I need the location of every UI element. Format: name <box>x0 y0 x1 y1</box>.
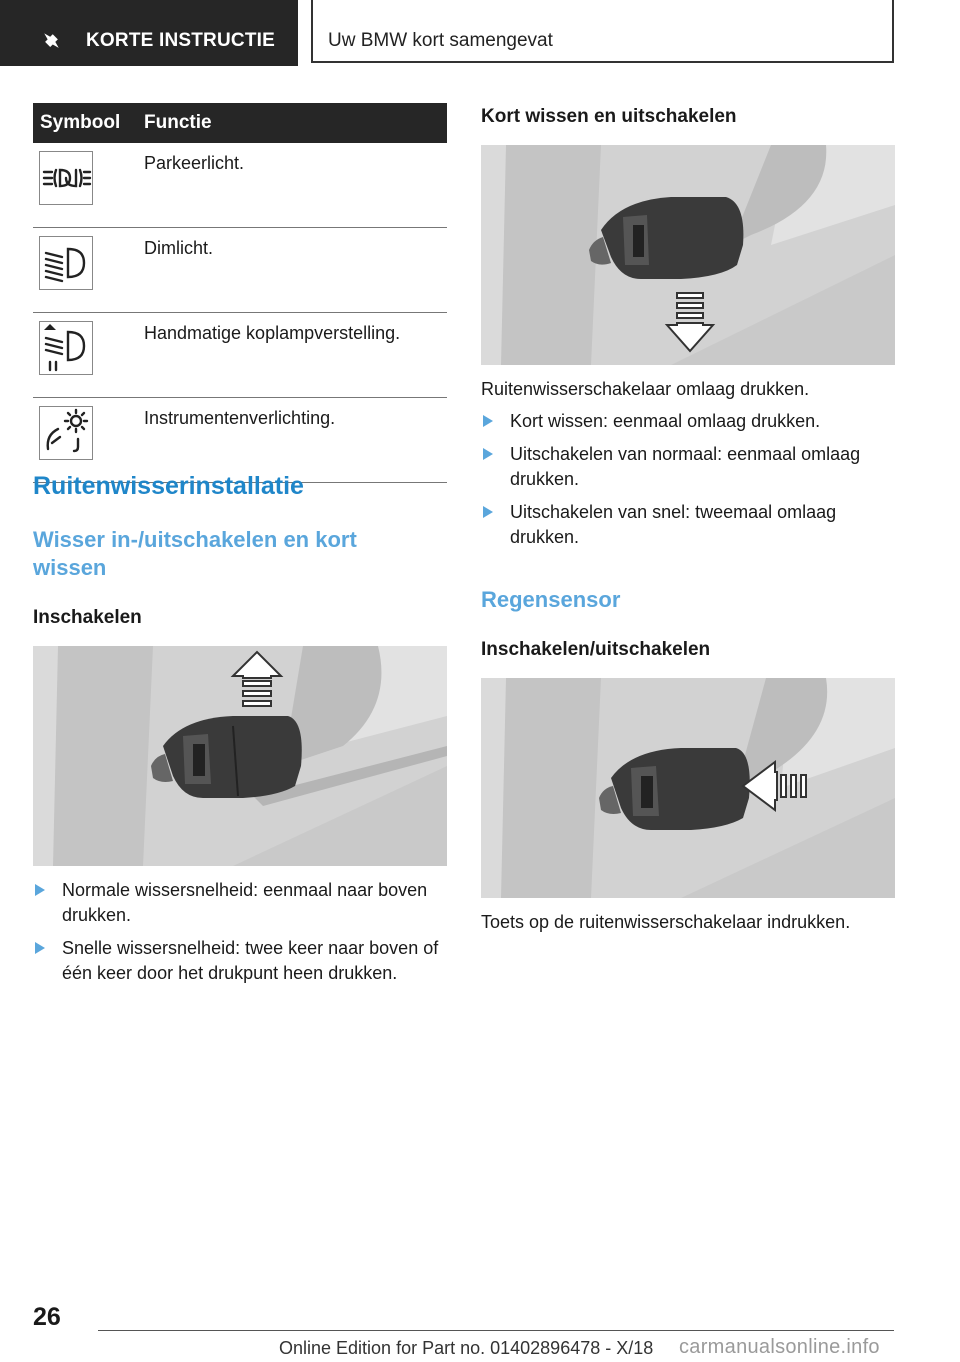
parking-light-icon <box>39 151 93 205</box>
speed-list <box>33 878 447 994</box>
table-row <box>33 143 447 228</box>
bullet-triangle-icon <box>483 448 493 460</box>
bullet-triangle-icon <box>35 884 45 896</box>
section-label: KORTE INSTRUCTIE <box>86 30 275 51</box>
edition-text: Online Edition for Part no. 01402896478 - X/18 <box>279 1338 654 1358</box>
column-header-symbol: Symbool <box>33 103 144 143</box>
footer-divider <box>98 1330 894 1331</box>
function-text: Parkeerlicht. <box>144 143 447 228</box>
chapter-header <box>311 0 894 63</box>
subsection-heading: Wisser in-/uitschakelen en kort wissen <box>33 527 357 580</box>
table-row <box>33 398 447 483</box>
instruction-text: Ruitenwisserschakelaar omlaag drukken. <box>481 379 810 399</box>
pushpin-icon <box>40 30 64 54</box>
table-row <box>33 313 447 398</box>
subsection-heading: Regensensor <box>481 587 621 612</box>
short-wipe-list <box>481 409 895 558</box>
column-header-function: Functie <box>144 103 447 143</box>
list-item: Uitschakelen van snel: tweemaal omlaag drukken. <box>481 500 895 550</box>
wiper-switch-up-illustration <box>33 646 447 866</box>
headlight-range-icon <box>39 321 93 375</box>
symbol-table <box>33 103 447 483</box>
bullet-triangle-icon <box>483 506 493 518</box>
section-heading: Ruitenwisserinstallatie <box>33 472 304 500</box>
bullet-triangle-icon <box>483 415 493 427</box>
instrument-lighting-icon <box>39 406 93 460</box>
list-item: Normale wissersnelheid: eenmaal naar boven drukken. <box>33 878 447 928</box>
list-item: Uitschakelen van normaal: eenmaal omlaag drukken. <box>481 442 895 492</box>
instruction-text: Toets op de ruitenwisserschakelaar indrukken. <box>481 912 851 932</box>
paragraph-heading: Inschakelen/uitschakelen <box>481 639 711 660</box>
list-item: Kort wissen: eenmaal omlaag drukken. <box>481 409 895 434</box>
function-text: Instrumentenverlichting. <box>144 398 447 483</box>
chapter-title: Uw BMW kort samengevat <box>328 30 553 51</box>
low-beam-icon <box>39 236 93 290</box>
list-item: Snelle wissersnelheid: twee keer naar boven of één keer door het drukpunt heen drukken. <box>33 936 447 986</box>
function-text: Dimlicht. <box>144 228 447 313</box>
watermark: carmanualsonline.info <box>679 1336 880 1358</box>
bullet-triangle-icon <box>35 942 45 954</box>
paragraph-heading: Kort wissen en uitschakelen <box>481 106 737 127</box>
rain-sensor-button-illustration <box>481 678 895 898</box>
paragraph-heading: Inschakelen <box>33 607 142 628</box>
function-text: Handmatige koplampverstelling. <box>144 313 447 398</box>
table-row <box>33 228 447 313</box>
page-number: 26 <box>33 1303 61 1331</box>
section-tab <box>0 0 298 66</box>
wiper-switch-down-illustration <box>481 145 895 365</box>
